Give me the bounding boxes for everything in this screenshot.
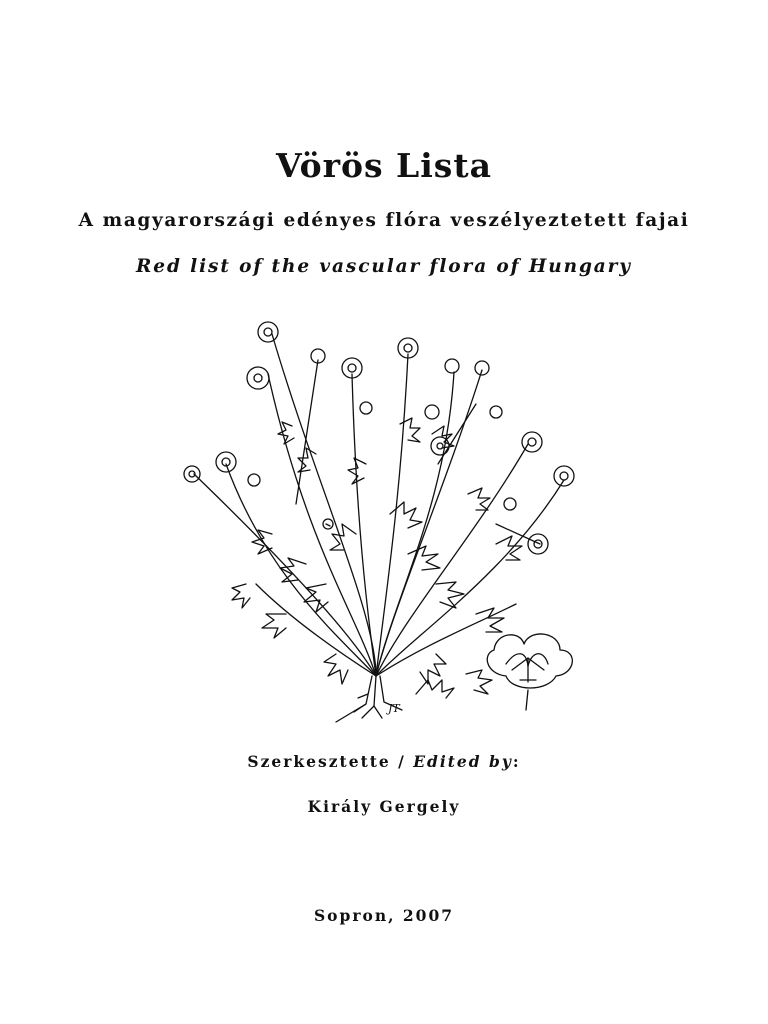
place-and-date: Sopron, 2007 — [313, 906, 455, 925]
book-title: Vörös Lista — [276, 146, 492, 185]
edited-label-hungarian: Szerkesztette — [247, 752, 391, 771]
edited-separator: / — [390, 752, 414, 771]
flowering-plant-drawing-icon — [176, 314, 588, 734]
edited-by-line — [0, 752, 768, 771]
edited-colon: : — [512, 752, 521, 771]
svg-text:JT: JT — [388, 702, 400, 715]
subtitle-hungarian: A magyarországi edényes flóra veszélyeztetett fajai — [78, 210, 690, 231]
subtitle-english: Red list of the vascular flora of Hungary — [136, 256, 632, 277]
edited-label-english: Edited by — [413, 752, 513, 771]
editor-name: Király Gergely — [307, 797, 461, 816]
